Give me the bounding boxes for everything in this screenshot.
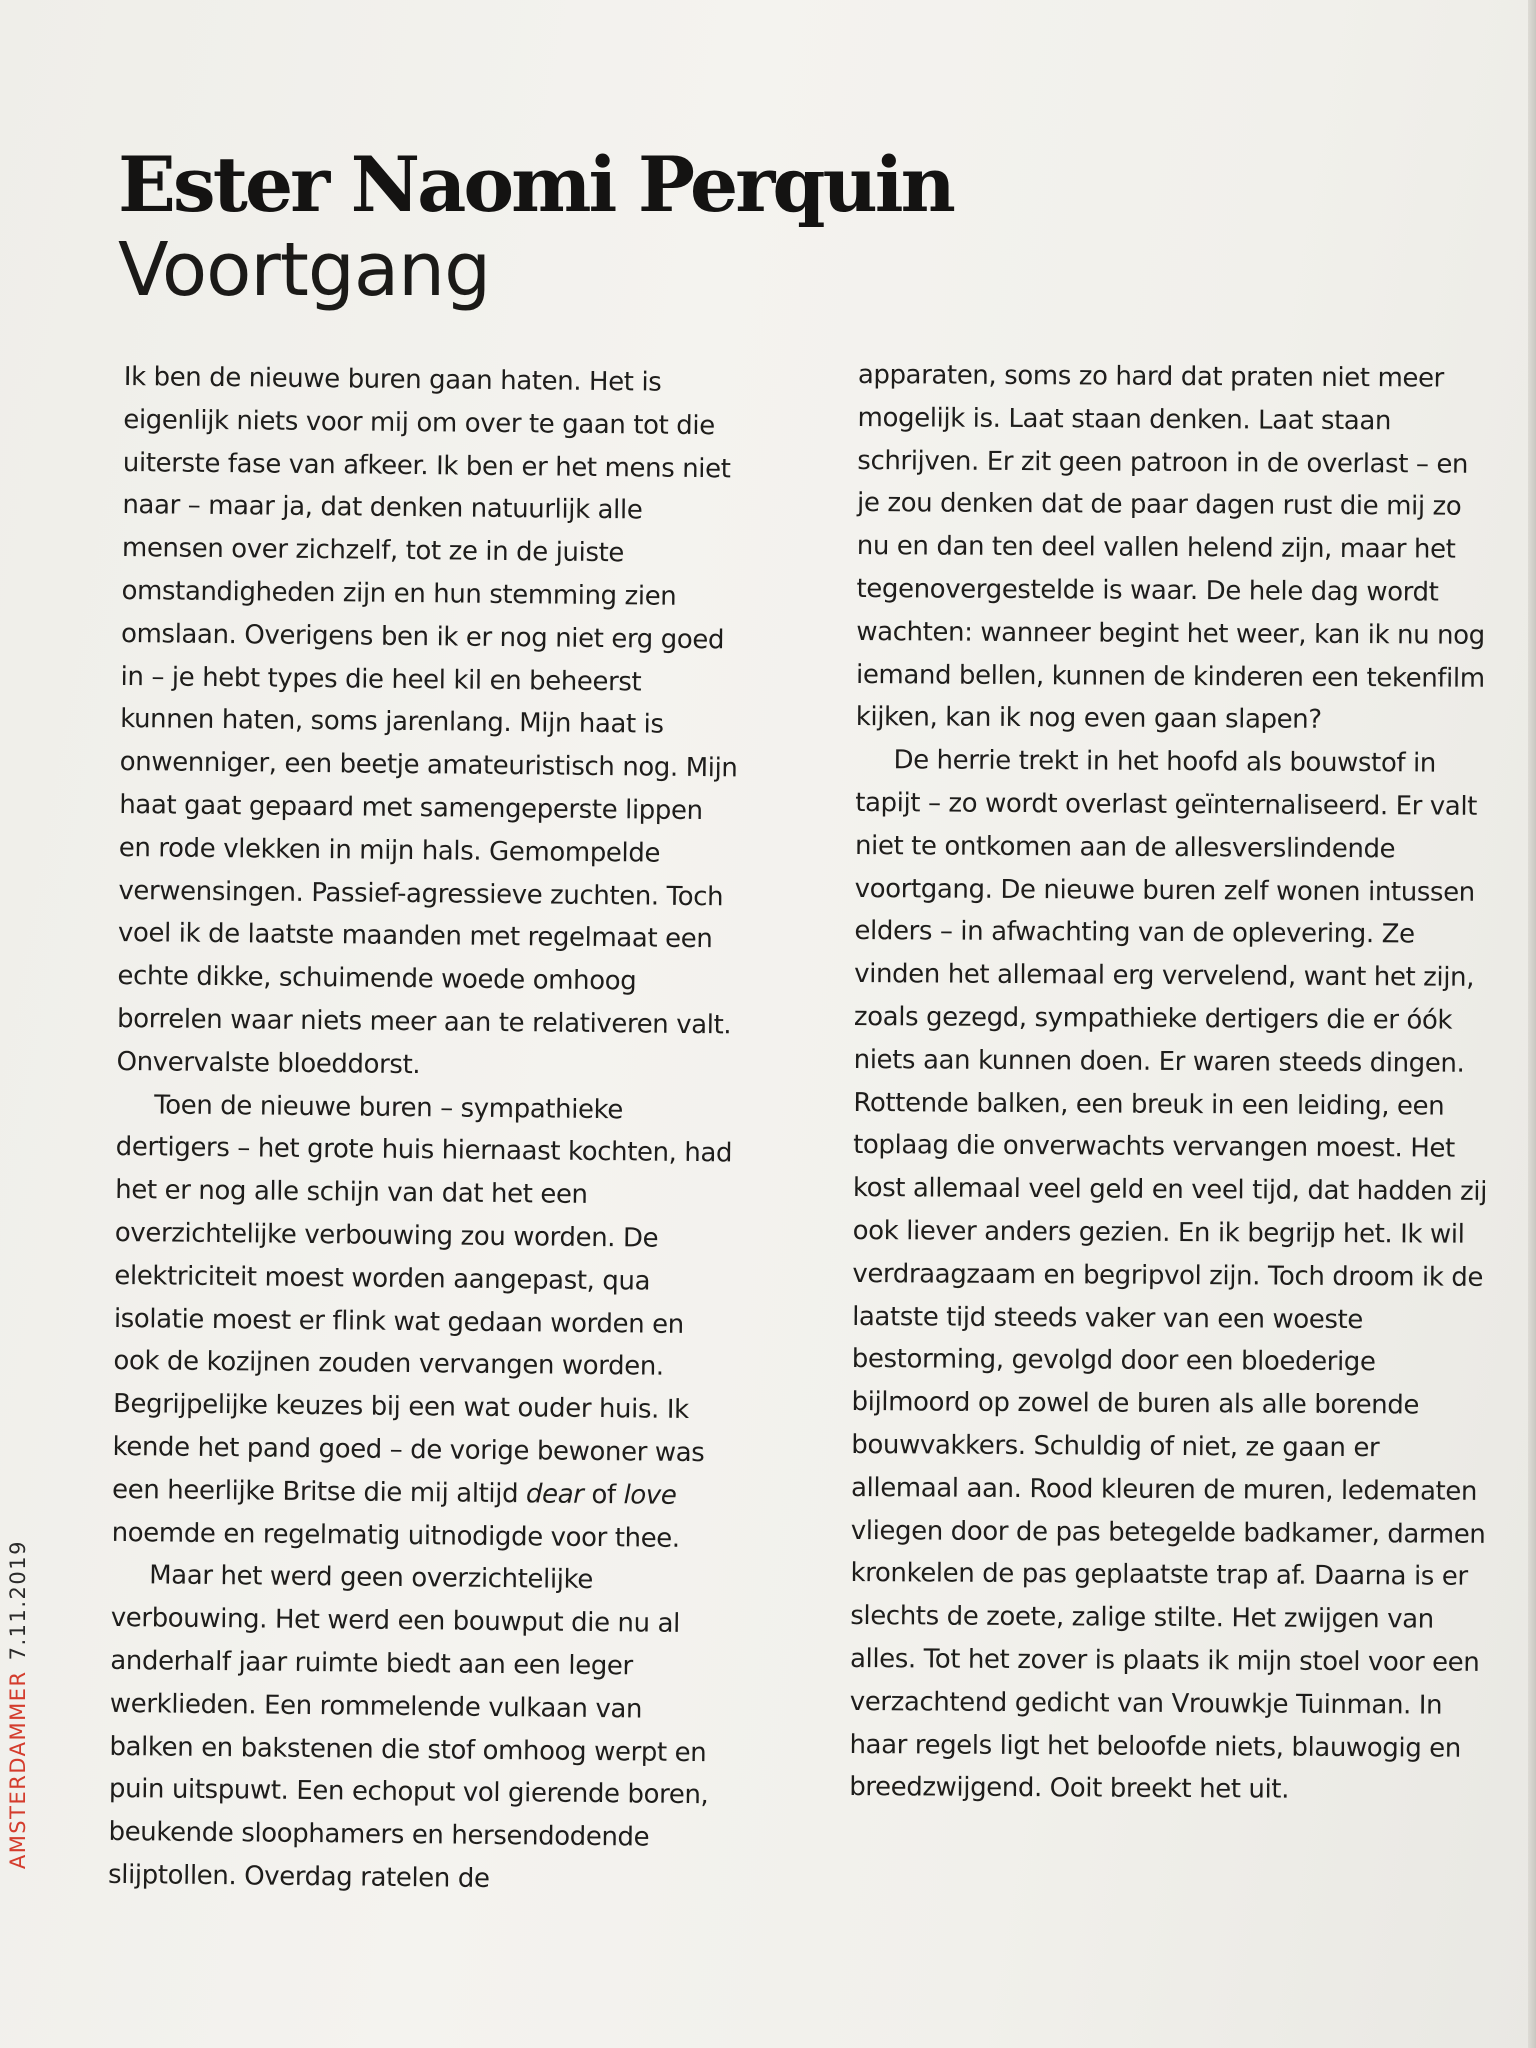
article-header xyxy=(118,142,1018,312)
paragraph-2-italic-love: love xyxy=(623,1480,677,1511)
magazine-name: AMSTERDAMMER xyxy=(6,1670,30,1870)
paragraph-5: De herrie trekt in het hoofd als bouwstof in tapijt – zo wordt overlast geïnternaliseerd. Er valt niet te ontkomen aan de allesverslindende voortgang. De nieuwe buren zelf wonen intussen elders – in afwachting van de oplevering. Ze vinden het allemaal erg vervelend, want het zijn, zoals gezegd, sympathieke dertigers die er óók niets aan kunnen doen. Er waren steeds dingen. Rottende balken, een breuk in een leiding, een toplaag die onverwachts vervangen moest. Het kost allemaal veel geld en veel tijd, dat hadden zij ook liever anders gezien. En ik begrijp het. Ik wil verdraagzaam en begripvol zijn. Toch droom ik de laatste tijd steeds vaker van een woeste bestorming, gevolgd door een bloederige bijlmoord op zowel de buren als alle borende bouwvakkers. Schuldig of niet, ze gaan er allemaal aan. Rood kleuren de muren, ledematen vliegen door de pas betegelde badkamer, darmen kronkelen de pas geplaatste trap af. Daarna is er slechts de zoete, zalige stilte. Het zwijgen van alles. Tot het zover is plaats ik mijn stoel voor een verzachtend gedicht van Vrouwkje Tuinman. In haar regels ligt het beloofde niets, blauwogig en breedzwijgend. Ooit breekt het uit. xyxy=(849,745,1488,1805)
right-column xyxy=(849,354,1498,1813)
article-title: Voortgang xyxy=(118,227,491,313)
margin-folio xyxy=(6,1540,36,1920)
paragraph-2-text-after: noemde en regelmatig uitnodigde voor thee. xyxy=(111,1517,680,1554)
paragraph-4: apparaten, soms zo hard dat praten niet meer mogelijk is. Laat staan denken. Laat staan schrijven. Er zit geen patroon in de overlast – en je zou denken dat de paar dagen rust die mij zo nu en dan ten deel vallen helend zijn, maar het tegenovergestelde is waar. De hele dag wordt wachten: wanneer begint het weer, kan ik nu nog iemand bellen, kunnen de kinderen een tekenfilm kijken, kan ik nog even gaan slapen? xyxy=(855,359,1485,736)
issue-date: 7.11.2019 xyxy=(6,1540,30,1661)
paragraph-1: Ik ben de nieuwe buren gaan haten. Het is eigenlijk niets voor mij om over te gaan tot die uiterste fase van afkeer. Ik ben er het mens niet naar – maar ja, dat denken natuurlijk alle mensen over zichzelf, tot ze in de juiste omstandigheden zijn en hun stemming zien omslaan. Overigens ben ik er nog niet erg goed in – je hebt types die heel kil en beheerst kunnen haten, soms jarenlang. Mijn haat is onwenniger, een beetje amateuristisch nog. Mijn haat gaat gepaard met samengeperste lippen en rode vlekken in mijn hals. Gemompelde verwensingen. Passief-agressieve zuchten. Toch voel ik de laatste maanden met regelmaat een echte dikke, schuimende woede omhoog borrelen waar niets meer aan te relativeren valt. Onvervalste bloeddorst. xyxy=(116,361,738,1080)
paragraph-2-text-before: Toen de nieuwe buren – sympathieke dertigers – het grote huis hiernaast kochten, had het er nog alle schijn van dat het een overzichtelijke verbouwing zou worden. De elektriciteit moest worden aangepast, qua isolatie moest er flink wat gedaan worden en ook de kozijnen zouden vervangen worden. Begrijpelijke keuzes bij een wat ouder huis. Ik kende het pand goed – de vorige bewoner was een heerlijke Britse die mij altijd xyxy=(111,1089,733,1509)
paragraph-2-text-middle: of xyxy=(583,1479,624,1511)
page-edge xyxy=(1528,0,1536,2048)
author-name: Ester Naomi Perquin xyxy=(118,140,953,229)
paragraph-2-italic-dear: dear xyxy=(525,1478,584,1510)
paragraph-3: Maar het werd geen overzichtelijke verbouwing. Het werd een bouwput die nu al anderhalf jaar ruimte biedt aan een leger werklieden. Een rommelende vulkaan van balken en bakstenen die stof omhoog werpt en puin uitspuwt. Een echoput vol gierende boren, beukende sloophamers en hersendodende slijptollen. Overdag ratelen de xyxy=(107,1560,709,1894)
paragraph-2 xyxy=(111,1084,736,1561)
left-column xyxy=(108,356,744,1903)
